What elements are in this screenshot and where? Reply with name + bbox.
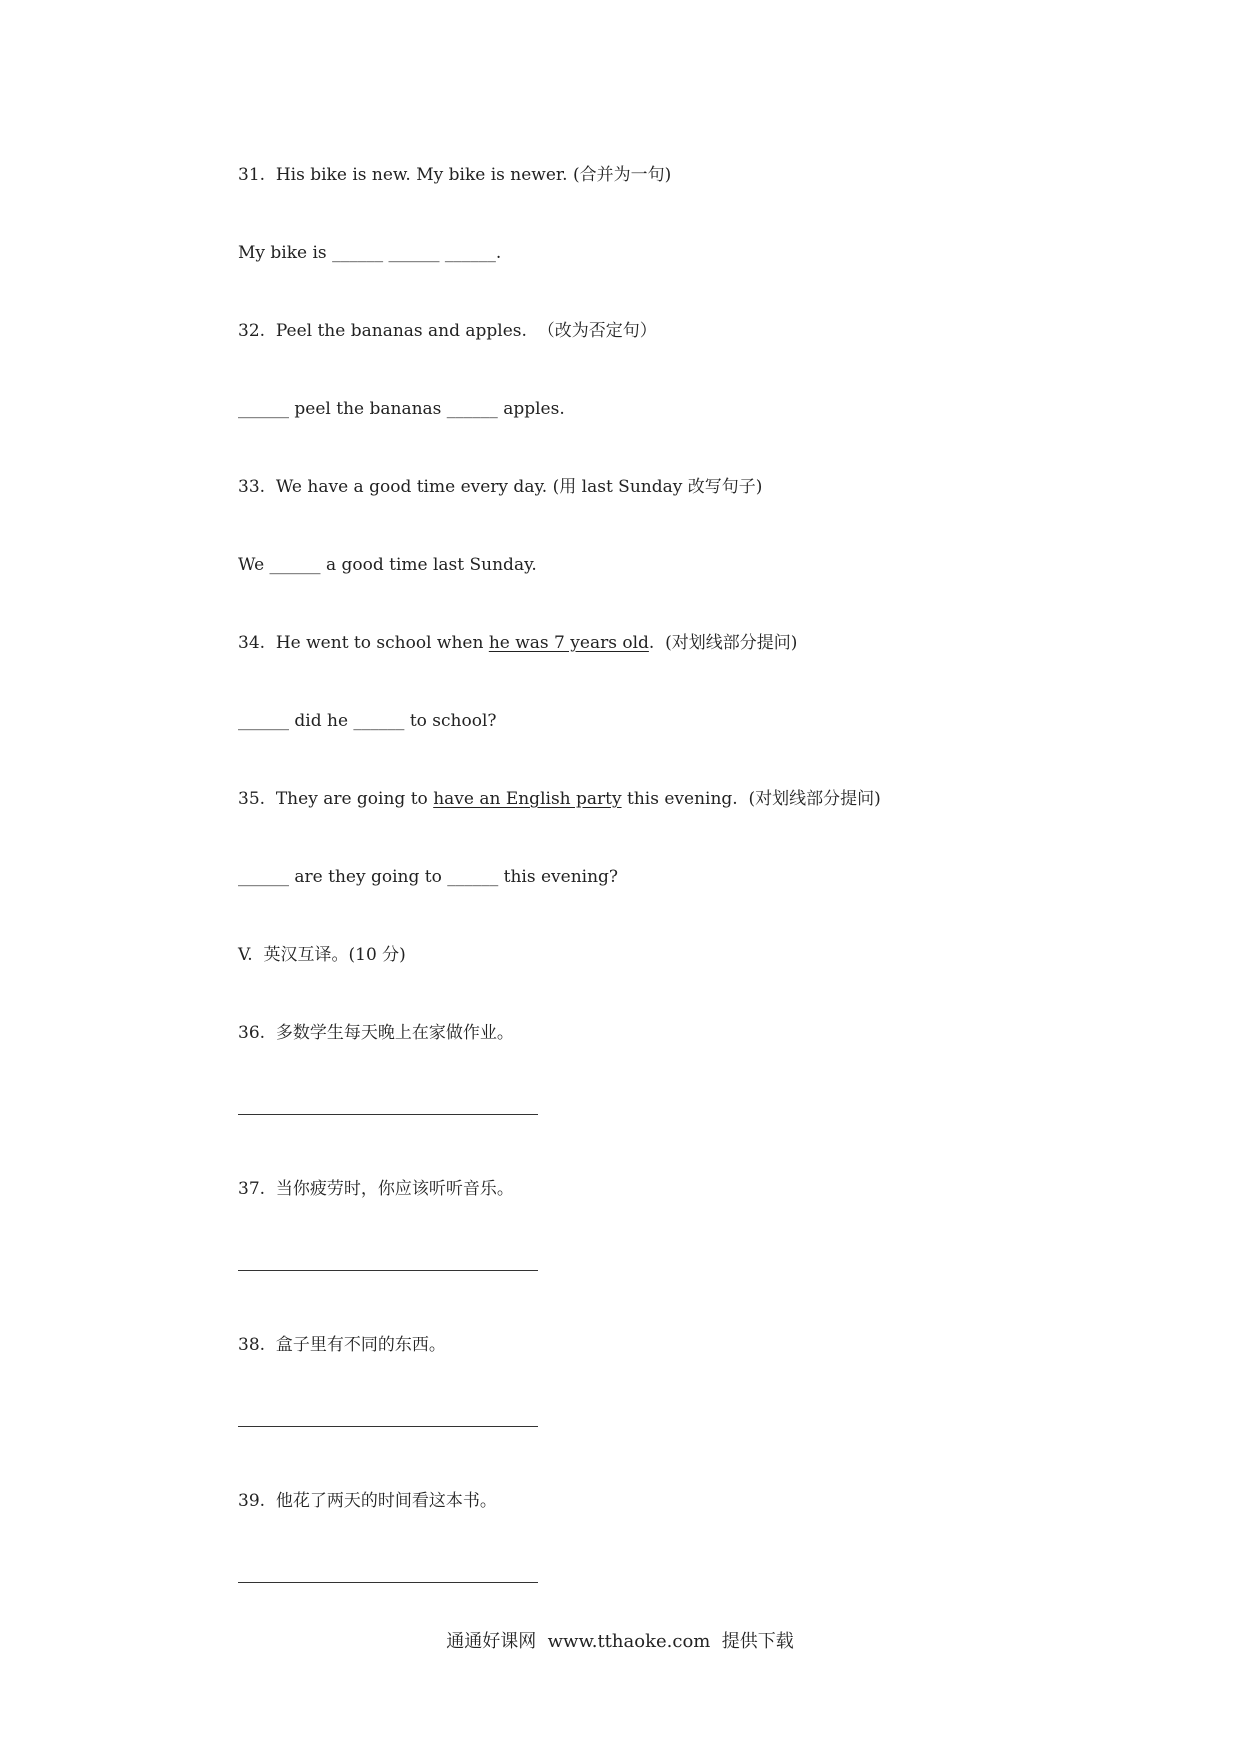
- question-34-prompt: [238, 632, 797, 654]
- question-37-prompt: 37. 当你疲劳时，你应该听听音乐。: [238, 1179, 514, 1199]
- question-31-prompt: 31. His bike is new. My bike is newer. (合并为一句): [238, 165, 672, 185]
- question-35-underlined-part: have an English party: [433, 789, 622, 809]
- question-32-prompt: 32. Peel the bananas and apples. （改为否定句）: [238, 321, 657, 341]
- question-39-answer-rule: [238, 1582, 538, 1583]
- question-35-answer-line: ______ are they going to ______ this evening?: [238, 867, 619, 887]
- section-v-heading: V. 英汉互译。(10 分): [238, 945, 406, 965]
- question-33-answer-line: We ______ a good time last Sunday.: [238, 555, 537, 575]
- question-35-prompt-end: this evening. (对划线部分提问): [621, 789, 881, 809]
- question-36-prompt: 36. 多数学生每天晚上在家做作业。: [238, 1023, 514, 1043]
- question-31-answer-line: My bike is ______ ______ ______.: [238, 243, 502, 263]
- question-34-underlined-part: he was 7 years old: [488, 633, 649, 653]
- question-38-prompt: 38. 盒子里有不同的东西。: [238, 1335, 446, 1355]
- question-33-prompt: 33. We have a good time every day. (用 last Sunday 改写句子): [238, 477, 763, 497]
- question-35-prompt-start: 35. They are going to: [238, 789, 434, 809]
- question-34-answer-line: ______ did he ______ to school?: [238, 711, 497, 731]
- question-37-answer-rule: [238, 1270, 538, 1271]
- question-35-prompt: [238, 788, 881, 810]
- question-32-answer-line: ______ peel the bananas ______ apples.: [238, 399, 565, 419]
- question-38-answer-rule: [238, 1426, 538, 1427]
- question-34-prompt-start: 34. He went to school when: [238, 633, 489, 653]
- question-36-answer-rule: [238, 1114, 538, 1115]
- page-footer: 通通好课网 www.tthaoke.com 提供下载: [446, 1631, 794, 1652]
- question-34-prompt-end: . (对划线部分提问): [648, 633, 798, 653]
- question-39-prompt: 39. 他花了两天的时间看这本书。: [238, 1491, 497, 1511]
